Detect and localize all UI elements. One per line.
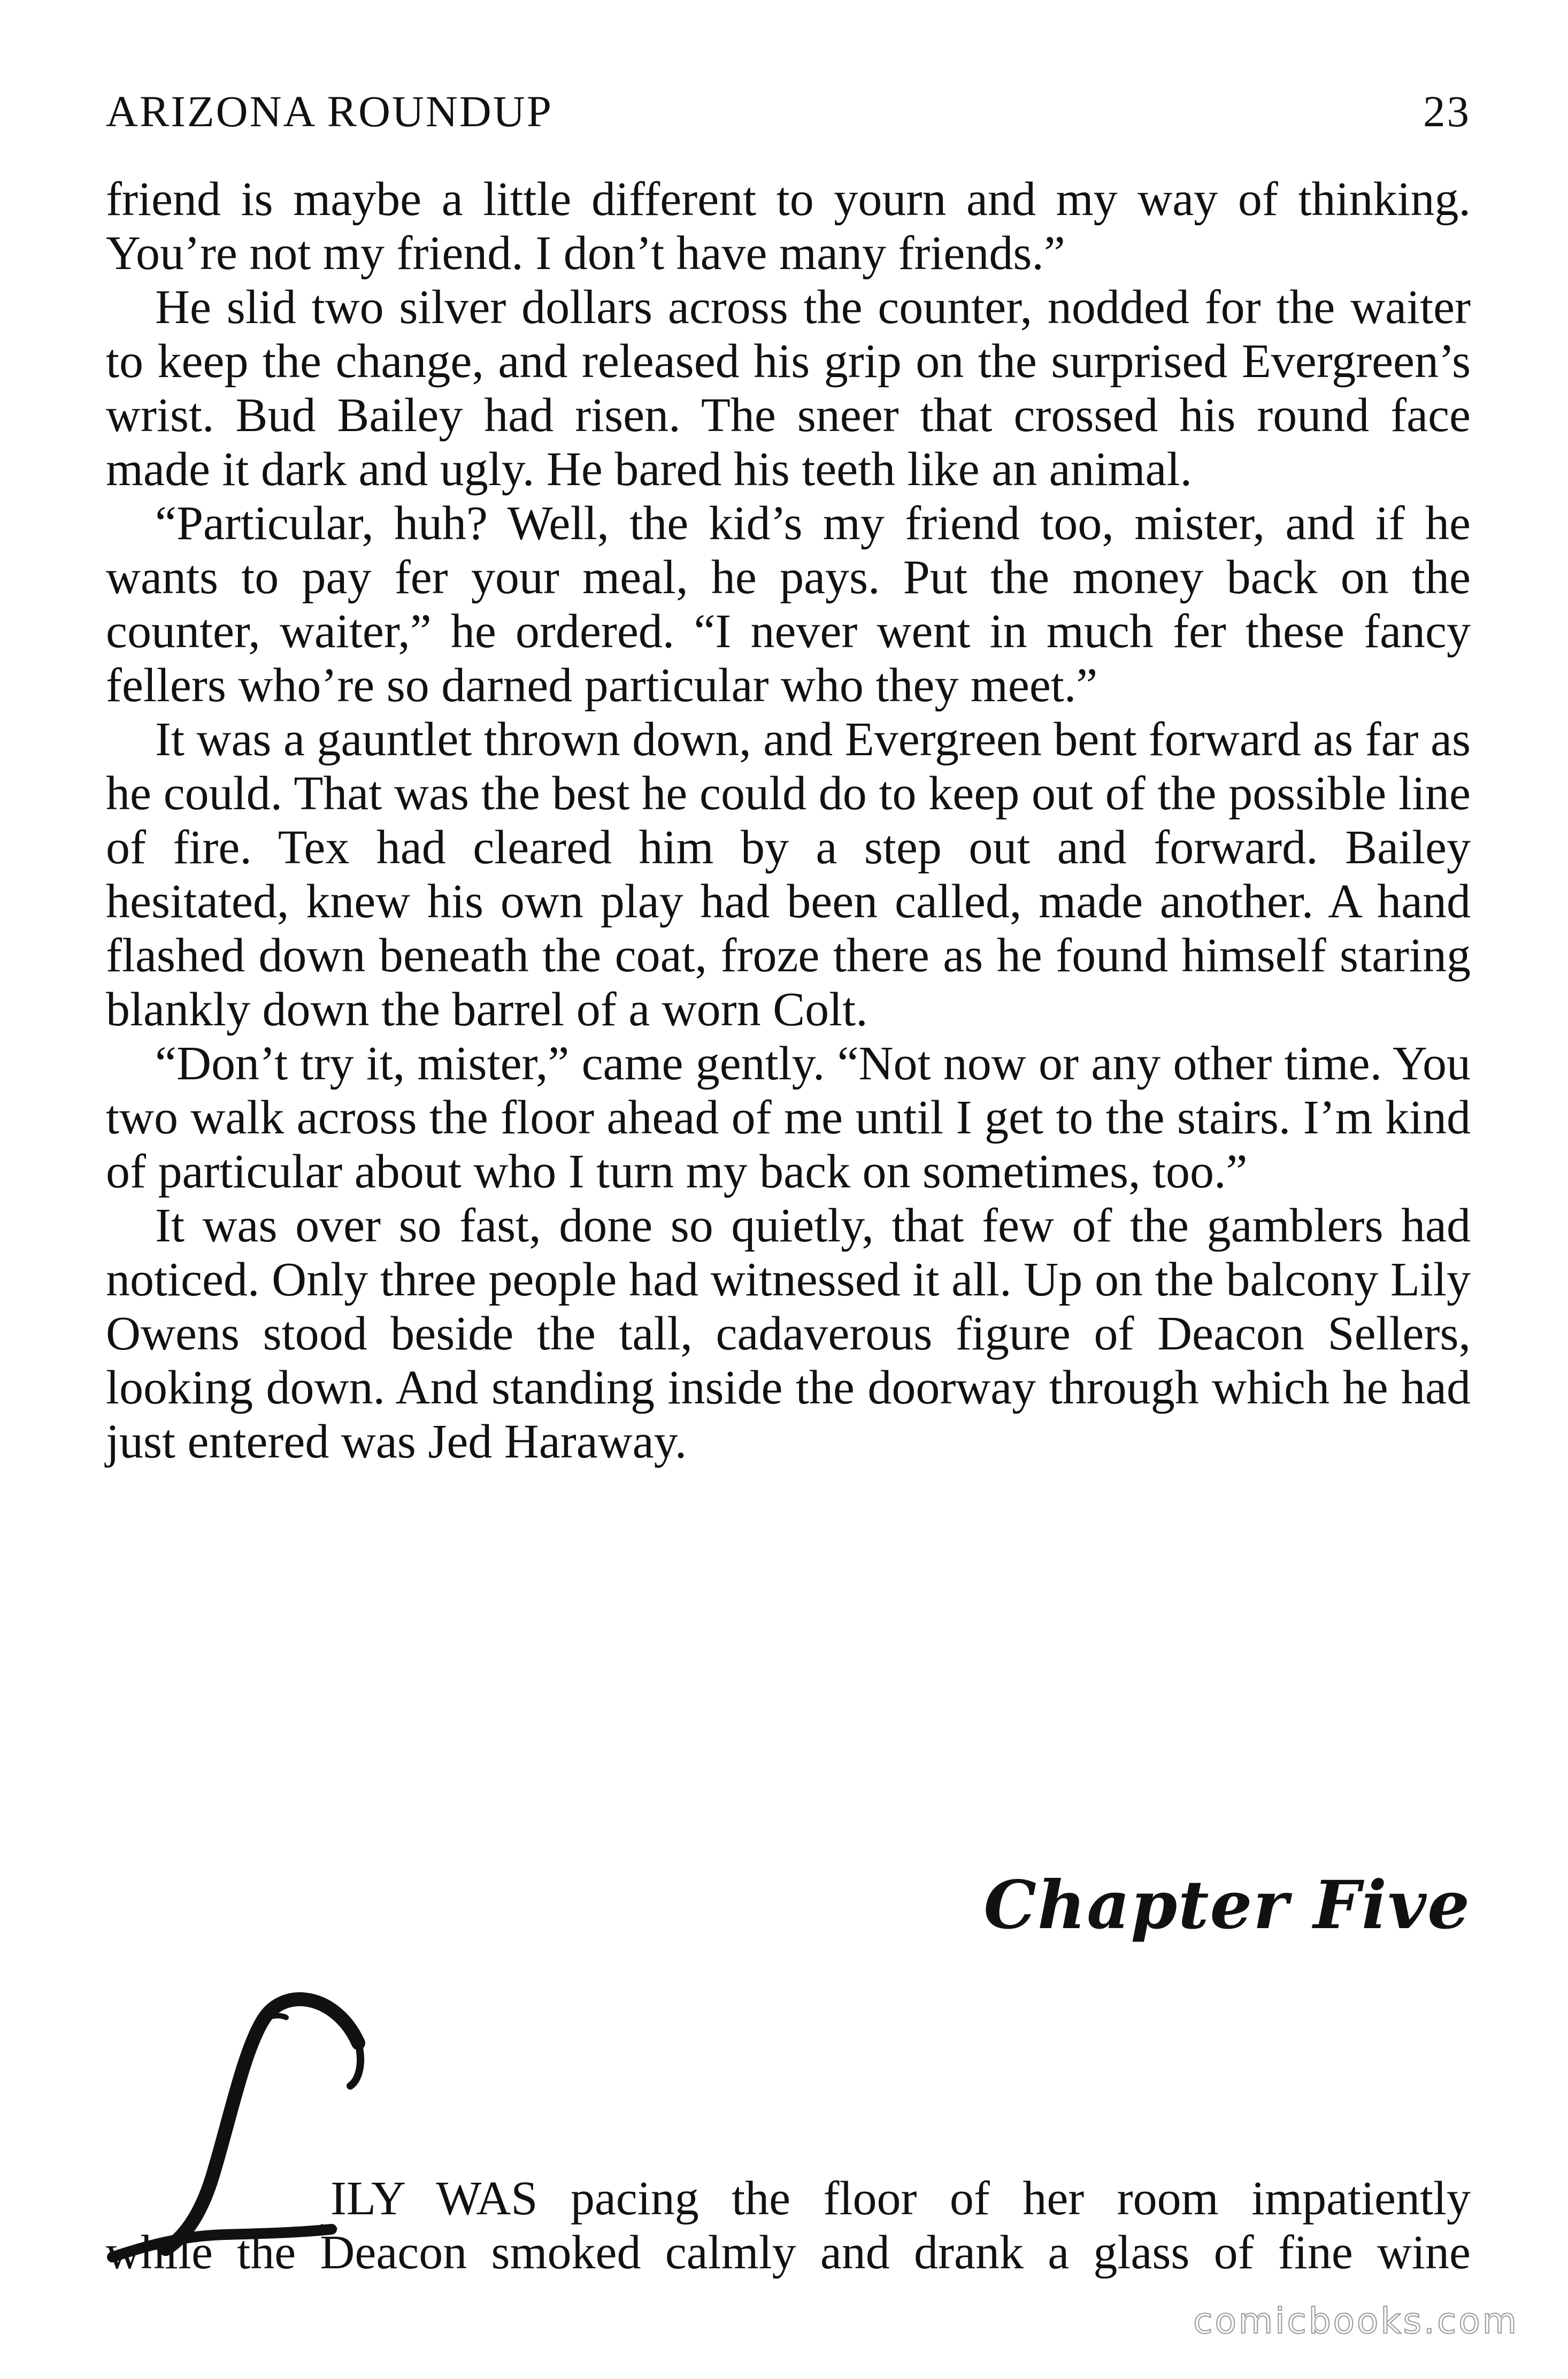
- chapter-opening-line-2: while the Deacon smoked calmly and drank a glass of fine wine: [106, 2226, 1471, 2279]
- paragraph: It was a gauntlet thrown down, and Evergreen bent forward as far as he could. That was the best he could do to keep out of the possible line of fire. Tex had cleared him by a step out and forward. Bailey hesitated, knew his own play had been called, made another. A hand flashed down beneath the coat, froze there as he found himself staring blankly down the barrel of a worn Colt.: [106, 713, 1471, 1036]
- page-number: 23: [1423, 87, 1471, 136]
- paragraph: “Particular, huh? Well, the kid’s my friend too, mister, and if he wants to pay fer your meal, he pays. Put the money back on the counter, waiter,” he ordered. “I never went in much fer these fancy fellers who’re so darned particular who they meet.”: [106, 497, 1471, 712]
- body-text: [106, 172, 1471, 1469]
- paragraph: He slid two silver dollars across the counter, nodded for the waiter to keep the change, and released his grip on the surprised Evergreen’s wrist. Bud Bailey had risen. The sneer that crossed his round face made it dark and ugly. He bared his teeth like an animal.: [106, 281, 1471, 496]
- chapter-heading: Chapter Five: [983, 1867, 1471, 1944]
- chapter-opening: [106, 2171, 1471, 2280]
- watermark: comicbooks.com: [1193, 2300, 1519, 2342]
- paragraph: “Don’t try it, mister,” came gently. “Not now or any other time. You two walk across the floor ahead of me until I get to the stairs. I’m kind of particular about who I turn my back on sometimes, too.”: [106, 1037, 1471, 1198]
- paragraph: It was over so fast, done so quietly, that few of the gamblers had noticed. Only three people had witnessed it all. Up on the balcony Lily Owens stood beside the tall, cadaverous figure of Deacon Sellers, looking down. And standing inside the doorway through which he had just entered was Jed Haraway.: [106, 1199, 1471, 1468]
- paragraph: friend is maybe a little different to yourn and my way of thinking. You’re not my friend. I don’t have many friends.”: [106, 173, 1471, 280]
- running-head: [106, 86, 1471, 144]
- book-title: ARIZONA ROUNDUP: [106, 87, 553, 136]
- chapter-opening-line-1: ILY WAS pacing the floor of her room impatiently: [330, 2172, 1471, 2225]
